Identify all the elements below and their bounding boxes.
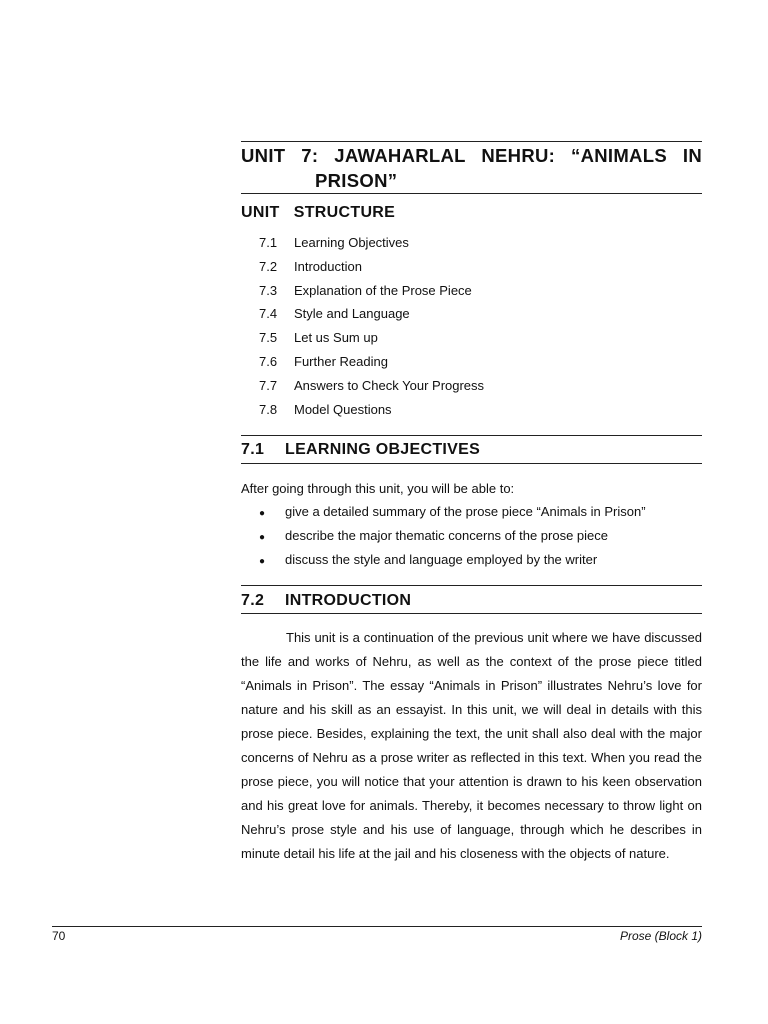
unit-title xyxy=(241,143,702,193)
bullet-icon: ● xyxy=(259,508,266,519)
section-71-top-rule xyxy=(241,435,702,436)
toc-item-num: 7.3 xyxy=(259,282,278,298)
toc-item-num: 7.8 xyxy=(259,401,278,417)
toc-item xyxy=(259,231,484,255)
section-71-heading xyxy=(241,441,702,459)
section-72-bottom-rule xyxy=(241,613,702,614)
objectives-list xyxy=(259,500,646,572)
section-71-bottom-rule xyxy=(241,463,702,464)
toc-item-label: Further Reading xyxy=(294,353,388,369)
section-71-title: LEARNING OBJECTIVES xyxy=(285,441,481,458)
toc-item-num: 7.5 xyxy=(259,330,278,346)
unit-structure-heading: UNIT STRUCTURE xyxy=(241,204,396,221)
objective-item xyxy=(259,524,646,548)
objective-item xyxy=(259,500,646,524)
footer-rule xyxy=(52,926,702,927)
toc-item-label: Let us Sum up xyxy=(294,330,378,346)
toc-item-label: Explanation of the Prose Piece xyxy=(294,282,472,298)
title-bottom-rule xyxy=(241,193,702,194)
objective-text: give a detailed summary of the prose piece “Animals in Prison” xyxy=(285,504,646,519)
section-72-title: INTRODUCTION xyxy=(285,592,412,609)
section-72-number: 7.2 xyxy=(241,592,265,609)
section-71-intro: After going through this unit, you will be able to: xyxy=(241,481,515,496)
toc-item-num: 7.1 xyxy=(259,235,278,250)
toc-item-num: 7.2 xyxy=(259,258,278,274)
toc-item-label: Introduction xyxy=(294,258,362,274)
toc-item xyxy=(259,398,484,422)
unit-title-line2: PRISON” xyxy=(315,170,398,191)
unit-title-line1: UNIT 7: JAWAHARLAL NEHRU: “ANIMALS IN xyxy=(241,145,702,166)
toc-item-label: Style and Language xyxy=(294,306,410,322)
objective-text: describe the major thematic concerns of the prose piece xyxy=(285,528,609,543)
unit-structure-list xyxy=(259,231,484,421)
toc-item xyxy=(259,350,484,374)
toc-item-label: Learning Objectives xyxy=(294,235,409,250)
page-number: 70 xyxy=(52,929,66,943)
section-71-number: 7.1 xyxy=(241,441,265,458)
toc-item xyxy=(259,255,484,279)
toc-item xyxy=(259,279,484,303)
toc-item xyxy=(259,302,484,326)
toc-item-num: 7.7 xyxy=(259,377,278,393)
toc-item-num: 7.6 xyxy=(259,353,278,369)
bullet-icon: ● xyxy=(259,556,266,567)
bullet-icon: ● xyxy=(259,532,266,543)
toc-item-label: Model Questions xyxy=(294,401,392,417)
objective-text: discuss the style and language employed by the writer xyxy=(285,552,598,567)
section-72-heading xyxy=(241,592,702,610)
objective-item xyxy=(259,548,646,572)
toc-item xyxy=(259,374,484,398)
toc-item-label: Answers to Check Your Progress xyxy=(294,377,485,393)
toc-item xyxy=(259,326,484,350)
section-72-top-rule xyxy=(241,585,702,586)
toc-item-num: 7.4 xyxy=(259,306,278,322)
title-top-rule xyxy=(241,141,702,142)
book-title: Prose (Block 1) xyxy=(619,929,702,943)
introduction-paragraph: This unit is a continuation of the previous unit where we have discussed the life and works of Nehru, as well as the context of the prose piece titled “Animals in Prison”. The essay “Animals in Prison” illustrates Nehru’s love for nature and his skill as an essayist. In this unit, we will deal in details with this prose piece. Besides, explaining the text, the unit shall also deal with the major concerns of Nehru as a prose writer as reflected in this text. When you read the prose piece, you will notice that your attention is drawn to his keen observation and his great love for animals. Thereby, it becomes necessary to throw light on Nehru’s prose style and his use of language, through which he describes in minute detail his life at the jail and his closeness with the objects of nature. xyxy=(241,630,702,861)
